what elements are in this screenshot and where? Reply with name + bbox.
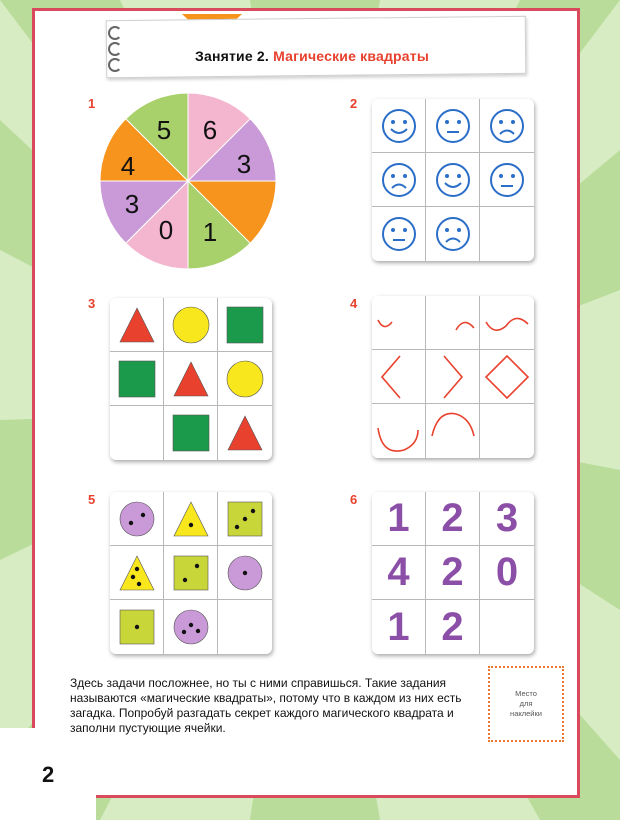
grid-cell bbox=[480, 296, 534, 350]
wheel-number: 3 bbox=[236, 149, 252, 179]
grid-cell bbox=[218, 492, 272, 546]
top-arc-icon bbox=[428, 406, 478, 456]
digit-value: 0 bbox=[495, 550, 519, 594]
grid-cell bbox=[426, 153, 480, 207]
grid-cell bbox=[426, 350, 480, 404]
wave-icon bbox=[482, 298, 532, 348]
grid-cell bbox=[372, 296, 426, 350]
digit-value: 2 bbox=[441, 550, 464, 594]
header-card bbox=[106, 16, 527, 78]
sad-face-icon bbox=[435, 216, 471, 252]
grid-cell bbox=[426, 404, 480, 458]
lines-grid bbox=[372, 296, 534, 458]
shapes-grid bbox=[110, 298, 272, 460]
spiral-ring-icon bbox=[108, 42, 122, 56]
grid-cell bbox=[480, 99, 534, 153]
bottom-arc-icon bbox=[374, 406, 424, 456]
exercise-number: 6 bbox=[350, 492, 358, 507]
dots-grid bbox=[110, 492, 272, 654]
grid-cell bbox=[372, 153, 426, 207]
grid-cell bbox=[426, 99, 480, 153]
grid-cell bbox=[218, 406, 272, 460]
grid-cell bbox=[110, 352, 164, 406]
neutral-face-icon bbox=[489, 162, 525, 198]
empty-cell[interactable] bbox=[110, 406, 164, 460]
yellow-circle-icon bbox=[171, 305, 211, 345]
grid-cell bbox=[372, 207, 426, 261]
empty-cell[interactable] bbox=[218, 600, 272, 654]
topic-label: Магические квадраты bbox=[273, 48, 430, 64]
grid-cell bbox=[372, 546, 426, 600]
green-square-icon bbox=[225, 305, 265, 345]
digit-value: 3 bbox=[495, 496, 519, 540]
yellow-circle-icon bbox=[225, 359, 265, 399]
grid-cell bbox=[426, 492, 480, 546]
diamond-icon bbox=[482, 352, 532, 402]
grid-cell bbox=[218, 546, 272, 600]
purple-circle-three-dots-icon bbox=[171, 607, 211, 647]
page-title bbox=[195, 48, 429, 64]
grid-cell bbox=[164, 406, 218, 460]
grid-cell bbox=[164, 492, 218, 546]
small-arc-icon bbox=[374, 298, 424, 348]
purple-circle-two-dots-icon bbox=[117, 499, 157, 539]
red-triangle-icon bbox=[117, 305, 157, 345]
grid-cell bbox=[372, 99, 426, 153]
empty-cell[interactable] bbox=[480, 404, 534, 458]
spiral-ring-icon bbox=[108, 58, 122, 72]
sad-face-icon bbox=[489, 108, 525, 144]
grid-cell bbox=[480, 492, 534, 546]
purple-circle-one-dot-icon bbox=[225, 553, 265, 593]
digit-value: 1 bbox=[387, 604, 410, 649]
wheel-number: 0 bbox=[158, 215, 174, 245]
grid-cell bbox=[164, 352, 218, 406]
neutral-face-icon bbox=[381, 216, 417, 252]
spiral-ring-icon bbox=[108, 26, 122, 40]
smile-face-icon bbox=[381, 108, 417, 144]
sticker-label: для bbox=[519, 699, 533, 708]
grid-cell bbox=[110, 298, 164, 352]
digit-value: 2 bbox=[441, 496, 464, 540]
grid-cell bbox=[372, 492, 426, 546]
sticker-placeholder bbox=[488, 666, 564, 742]
sad-face-icon bbox=[381, 162, 417, 198]
grid-cell bbox=[218, 298, 272, 352]
empty-cell[interactable] bbox=[480, 600, 534, 654]
empty-cell[interactable] bbox=[480, 207, 534, 261]
grid-cell bbox=[164, 298, 218, 352]
red-triangle-icon bbox=[225, 413, 265, 453]
digit-value: 1 bbox=[387, 496, 410, 540]
wheel-number: 6 bbox=[202, 115, 218, 145]
sticker-label: Место bbox=[515, 689, 537, 698]
grid-cell bbox=[372, 350, 426, 404]
grid-cell bbox=[480, 546, 534, 600]
yellow-triangle-three-dots-icon bbox=[117, 553, 157, 593]
exercise-number: 5 bbox=[88, 492, 96, 507]
exercise-number: 2 bbox=[350, 96, 358, 111]
grid-cell bbox=[164, 546, 218, 600]
smile-face-icon bbox=[435, 162, 471, 198]
instructions-text: Здесь задачи посложнее, но ты с ними справишься. Такие задания называются «магические квадраты», потому что в каждом из них есть загадка. Попробуй разгадать секрет каждого магического квадрата и заполни пустующие ячейки. bbox=[70, 676, 462, 735]
neutral-face-icon bbox=[435, 108, 471, 144]
green-square-icon bbox=[171, 413, 211, 453]
grid-cell bbox=[480, 350, 534, 404]
left-angle-icon bbox=[374, 352, 424, 402]
lime-square-two-dots-icon bbox=[171, 553, 211, 593]
grid-cell bbox=[426, 207, 480, 261]
digit-value: 4 bbox=[387, 550, 410, 594]
right-angle-icon bbox=[428, 352, 478, 402]
grid-cell bbox=[218, 352, 272, 406]
grid-cell bbox=[110, 492, 164, 546]
grid-cell bbox=[164, 600, 218, 654]
red-triangle-icon bbox=[171, 359, 211, 399]
wheel-number: 4 bbox=[120, 151, 136, 181]
yellow-triangle-one-dot-icon bbox=[171, 499, 211, 539]
wheel-number: 1 bbox=[202, 217, 218, 247]
number-wheel bbox=[98, 91, 278, 271]
grid-cell bbox=[372, 404, 426, 458]
digit-value: 2 bbox=[441, 604, 464, 649]
grid-cell bbox=[426, 546, 480, 600]
lime-square-one-dot-icon bbox=[117, 607, 157, 647]
digits-grid bbox=[372, 492, 534, 654]
faces-grid bbox=[372, 99, 534, 261]
green-square-icon bbox=[117, 359, 157, 399]
lime-square-three-dots-icon bbox=[225, 499, 265, 539]
exercise-number: 4 bbox=[350, 296, 358, 311]
grid-cell bbox=[426, 296, 480, 350]
grid-cell bbox=[110, 600, 164, 654]
small-cap-icon bbox=[428, 298, 478, 348]
wheel-number: 3 bbox=[124, 189, 140, 219]
exercise-number: 3 bbox=[88, 296, 96, 311]
grid-cell bbox=[372, 600, 426, 654]
page-number: 2 bbox=[42, 762, 55, 787]
exercise-number: 1 bbox=[88, 96, 96, 111]
grid-cell bbox=[426, 600, 480, 654]
lesson-label: Занятие 2. bbox=[195, 48, 269, 64]
wheel-number: 5 bbox=[156, 115, 172, 145]
grid-cell bbox=[480, 153, 534, 207]
grid-cell bbox=[110, 546, 164, 600]
sticker-label: наклейки bbox=[510, 709, 542, 718]
